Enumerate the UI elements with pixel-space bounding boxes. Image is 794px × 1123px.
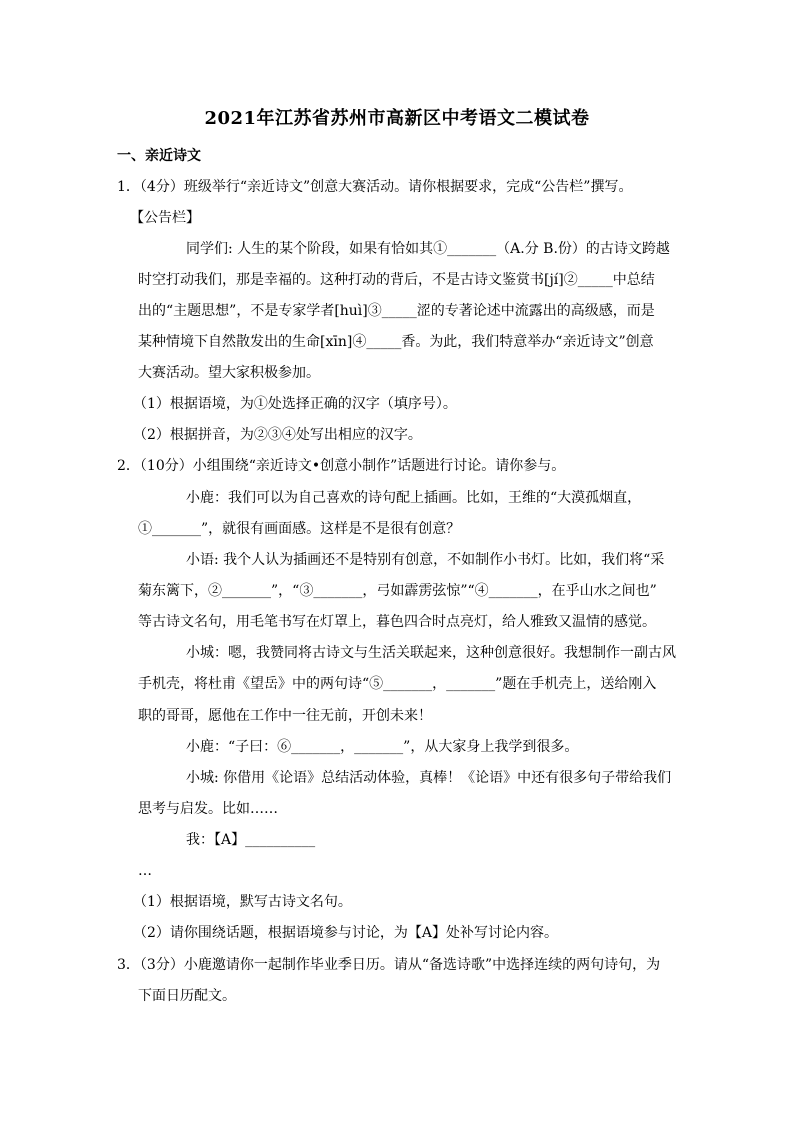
q2-dialogue-line: 思考与启发。比如…… — [138, 801, 278, 817]
q2-dialogue-line: 等古诗文名句，用毛笔书写在灯罩上，暮色四合时点亮灯，给人雅致又温情的感觉。 — [138, 614, 656, 630]
q1-board-label: 【公告栏】 — [130, 210, 200, 226]
q2-dialogue-line: 小鹿：我们可以为自己喜欢的诗句配上插画。比如，王维的“大漠孤烟直， — [186, 490, 642, 506]
q1-notice-line: 某种情境下自然散发出的生命[xīn]④_____香。为此，我们特意举办“亲近诗文”创意 — [138, 334, 654, 350]
q1-notice-line: 同学们: 人生的某个阶段，如果有恰如其①_______（A.分 B.份）的古诗文跨越 — [186, 241, 670, 257]
q2-dialogue-line: 小鹿：“子曰：⑥_______，_______”，从大家身上我学到很多。 — [186, 739, 579, 755]
q2-subquestion: （1）根据语境，默写古诗文名句。 — [133, 894, 352, 910]
q1-stem: 1．（4分）班级举行“亲近诗文”创意大赛活动。请你根据要求，完成“公告栏”撰写。 — [117, 179, 633, 195]
q3-stem: 3．（3分）小鹿邀请你一起制作毕业季日历。请从“备选诗歌”中选择连续的两句诗句，为 — [117, 957, 661, 973]
q1-notice-line: 时空打动我们，那是幸福的。这种打动的背后，不是古诗文鉴赏书[jí]②_____中总结 — [138, 272, 655, 288]
q2-subquestion: （2）请你围绕话题，根据语境参与讨论，为【A】处补写讨论内容。 — [133, 925, 559, 941]
q1-subquestion: （1）根据语境，为①处选择正确的汉字（填序号）。 — [133, 396, 457, 412]
q2-dialogue-line: … — [138, 863, 152, 879]
q3-stem-continued: 下面日历配文。 — [138, 988, 236, 1004]
q2-dialogue-line: 小城：嗯，我赞同将古诗文与生活关联起来，这种创意很好。我想制作一副古风 — [186, 645, 676, 661]
q2-dialogue-line: ①_______”，就很有画面感。这样是不是很有创意？ — [138, 521, 461, 537]
q2-dialogue-line: 职的哥哥，愿他在工作中一往无前，开创未来！ — [138, 708, 432, 724]
q1-notice-line: 大赛活动。望大家积极参加。 — [138, 365, 320, 381]
q2-dialogue-line: 菊东篱下，②_______”，“③_______，弓如霹雳弦惊”“④_______，在乎山水之间也” — [138, 583, 657, 599]
q2-dialogue-line: 我：【A】__________ — [186, 832, 316, 848]
page-title: 2021年江苏省苏州市高新区中考语文二模试卷 — [204, 108, 590, 129]
q1-subquestion: （2）根据拼音，为②③④处写出相应的汉字。 — [133, 427, 422, 443]
q2-dialogue-line: 手机壳，将杜甫《望岳》中的两句诗“⑤_______，_______”题在手机壳上，送给刚入 — [138, 676, 657, 692]
q2-dialogue-line: 小城: 你借用《论语》总结活动体验，真棒！《论语》中还有很多句子带给我们 — [186, 770, 672, 786]
q1-notice-line: 出的“主题思想”，不是专家学者[huì]③_____涩的专著论述中流露出的高级感，而是 — [138, 303, 655, 319]
q2-dialogue-line: 小语: 我个人认为插画还不是特别有创意，不如制作小书灯。比如，我们将“采 — [186, 552, 665, 568]
section-heading: 一、亲近诗文 — [117, 148, 201, 164]
q2-stem: 2．（10分）小组围绕“亲近诗文•创意小制作”话题进行讨论。请你参与。 — [117, 458, 566, 474]
